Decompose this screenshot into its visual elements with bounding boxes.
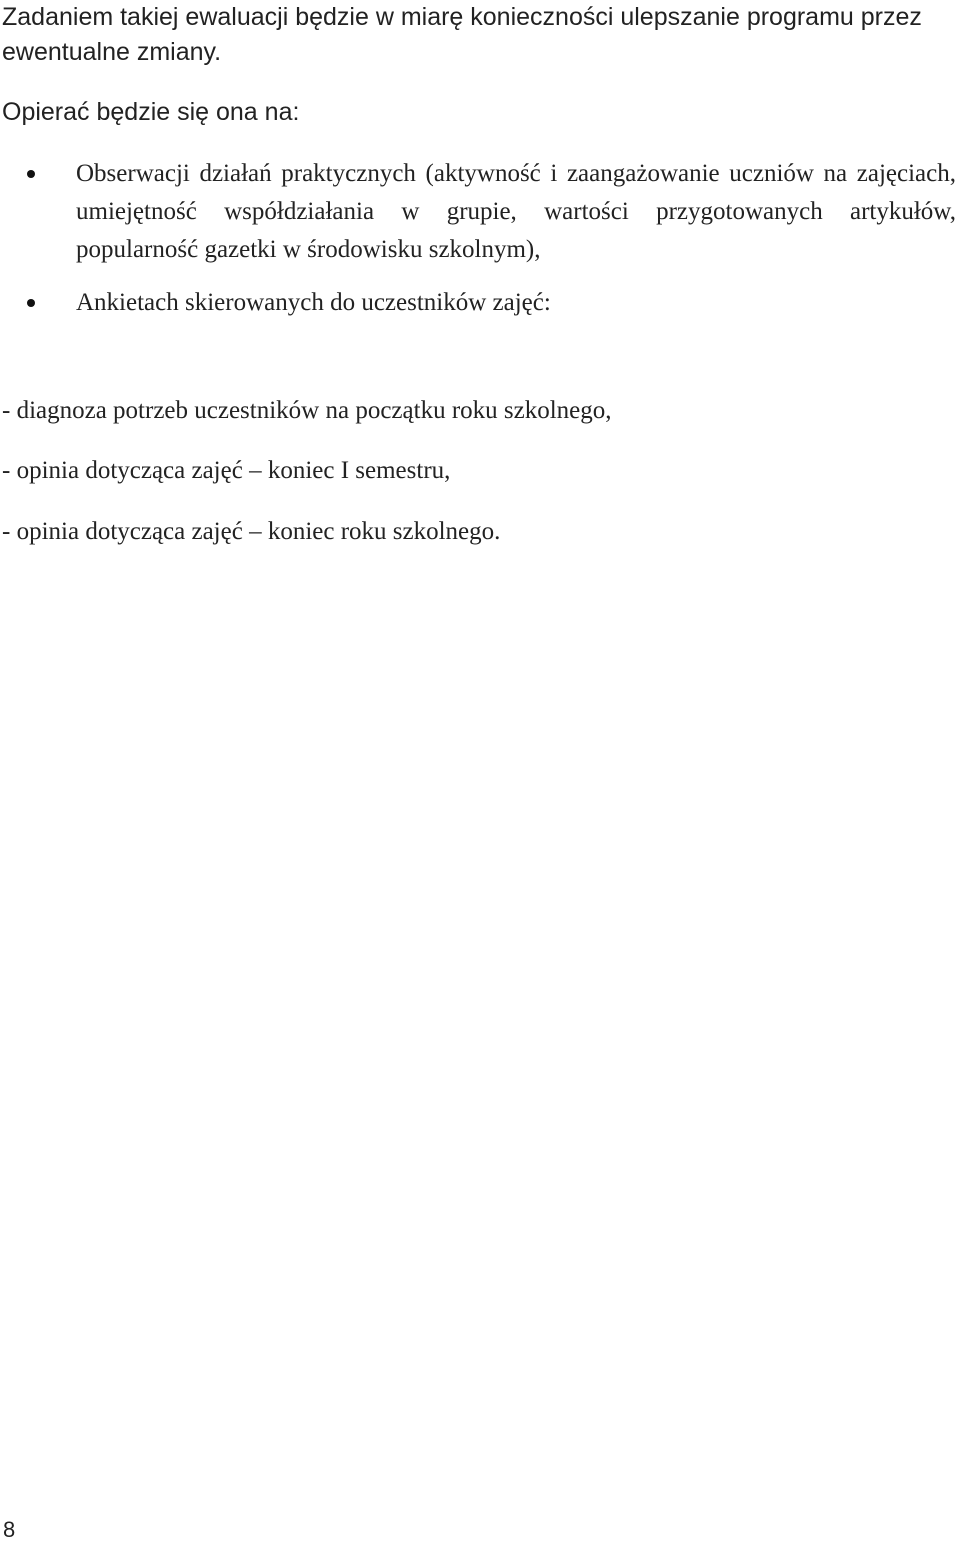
lead-paragraph: Opierać będzie się ona na: [2,98,300,126]
list-item-text: Obserwacji działań praktycznych (aktywność i zaangażowanie uczniów na zajęciach, umiejętność współdziałania w grupie, wartości przygotowanych artykułów, popularność gazetki w środowisku szkolnym), [76,160,956,263]
list-item-surveys [0,284,960,322]
survey-item-diagnosis: - diagnoza potrzeb uczestników na początku roku szkolnego, [2,397,612,424]
bullet-icon [27,170,35,178]
page-number: 8 [3,1517,16,1542]
survey-item-first-semester: - opinia dotycząca zajęć – koniec I semestru, [2,457,451,484]
intro-paragraph: Zadaniem takiej ewaluacji będzie w miarę konieczności ulepszanie programu przez ewentualne zmiany. [2,3,922,66]
list-item-observation [0,155,960,269]
survey-item-end-of-year: - opinia dotycząca zajęć – koniec roku szkolnego. [2,518,501,545]
evaluation-methods-list [0,155,960,322]
list-item-text: Ankietach skierowanych do uczestników zajęć: [76,289,551,316]
bullet-icon [27,299,35,307]
